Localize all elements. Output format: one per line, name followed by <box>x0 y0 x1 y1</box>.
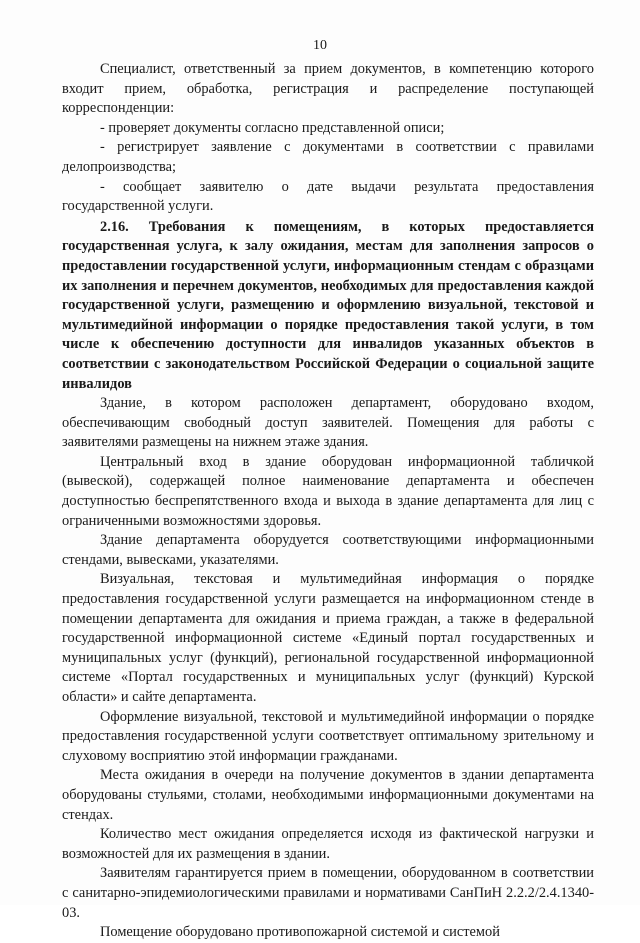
paragraph-info-design: Оформление визуальной, текстовой и мультимедийной информации о порядке предоставления государственной услуги соответствует оптимальному зрительному и слуховому восприятию этой информации гражданами. <box>62 708 594 764</box>
page-number: 10 <box>313 38 327 53</box>
list-item-register-application: - регистрирует заявление с документами в соответствии с правилами делопроизводства; <box>62 139 594 175</box>
paragraph-central-entrance: Центральный вход в здание оборудован информационной табличкой (вывеской), содержащей полное наименование департамента и обеспечен доступностью беспрепятственного входа и выхода в здание департамента для лиц с ограниченными возможностями здоровья. <box>62 453 594 529</box>
paragraph-sanitary: Заявителям гарантируется прием в помещении, оборудованном в соответствии с санитарно-эпидемиологическими правилами и нормативами СанПиН 2.2.2/2.4.1340-03. <box>62 865 594 921</box>
paragraph-specialist-intro: Специалист, ответственный за прием документов, в компетенцию которого входит прием, обработка, регистрация и распределение поступающей корреспонденции: <box>62 61 594 117</box>
paragraph-visual-info: Визуальная, текстовая и мультимедийная информация о порядке предоставления государственной услуги размещается на информационном стенде в помещении департамента для ожидания и приема граждан, а также в федеральной государственной информационной системе «Единый портал государственных и муниципальных услуг (функций), региональной государственной информационной системе «Портал государственных и муниципальных услуг (функций) Курской области» и сайте департамента. <box>62 571 594 705</box>
paragraph-building-entrance: Здание, в котором расположен департамент, оборудовано входом, обеспечивающим свободный доступ заявителей. Помещения для работы с заявителями размещены на нижнем этаже здания. <box>62 395 594 451</box>
list-item-check-documents: - проверяет документы согласно представленной описи; <box>100 119 445 136</box>
list-item-notify-applicant: - сообщает заявителю о дате выдачи результата предоставления государственной услуги. <box>62 178 594 215</box>
paragraph-fire-system: Помещение оборудовано противопожарной системой и системой <box>100 924 500 941</box>
paragraph-stands: Здание департамента оборудуется соответствующими информационными стендами, вывесками, указателями. <box>62 532 594 568</box>
section-heading-2-16: 2.16. Требования к помещениям, в которых предоставляется государственная услуга, к залу ожидания, местам для заполнения запросов о предоставлении государственной услуги, информационным стендам с образцами их заполнения и перечнем документов, необходимых для предоставления каждой государственной услуги, размещению и оформлению визуальной, текстовой и мультимедийной информации о порядке предоставления такой услуги, в том числе к обеспечению доступности для инвалидов указанных объектов в соответствии с законодательством Российской Федерации о социальной защите инвалидов <box>62 218 594 392</box>
paragraph-waiting-places: Места ожидания в очереди на получение документов в здании департамента оборудованы стульями, столами, необходимыми информационными документами на стендах. <box>62 767 594 823</box>
document-body <box>62 60 594 943</box>
paragraph-waiting-count: Количество мест ожидания определяется исходя из фактической нагрузки и возможностей для их размещения в здании. <box>62 826 594 862</box>
